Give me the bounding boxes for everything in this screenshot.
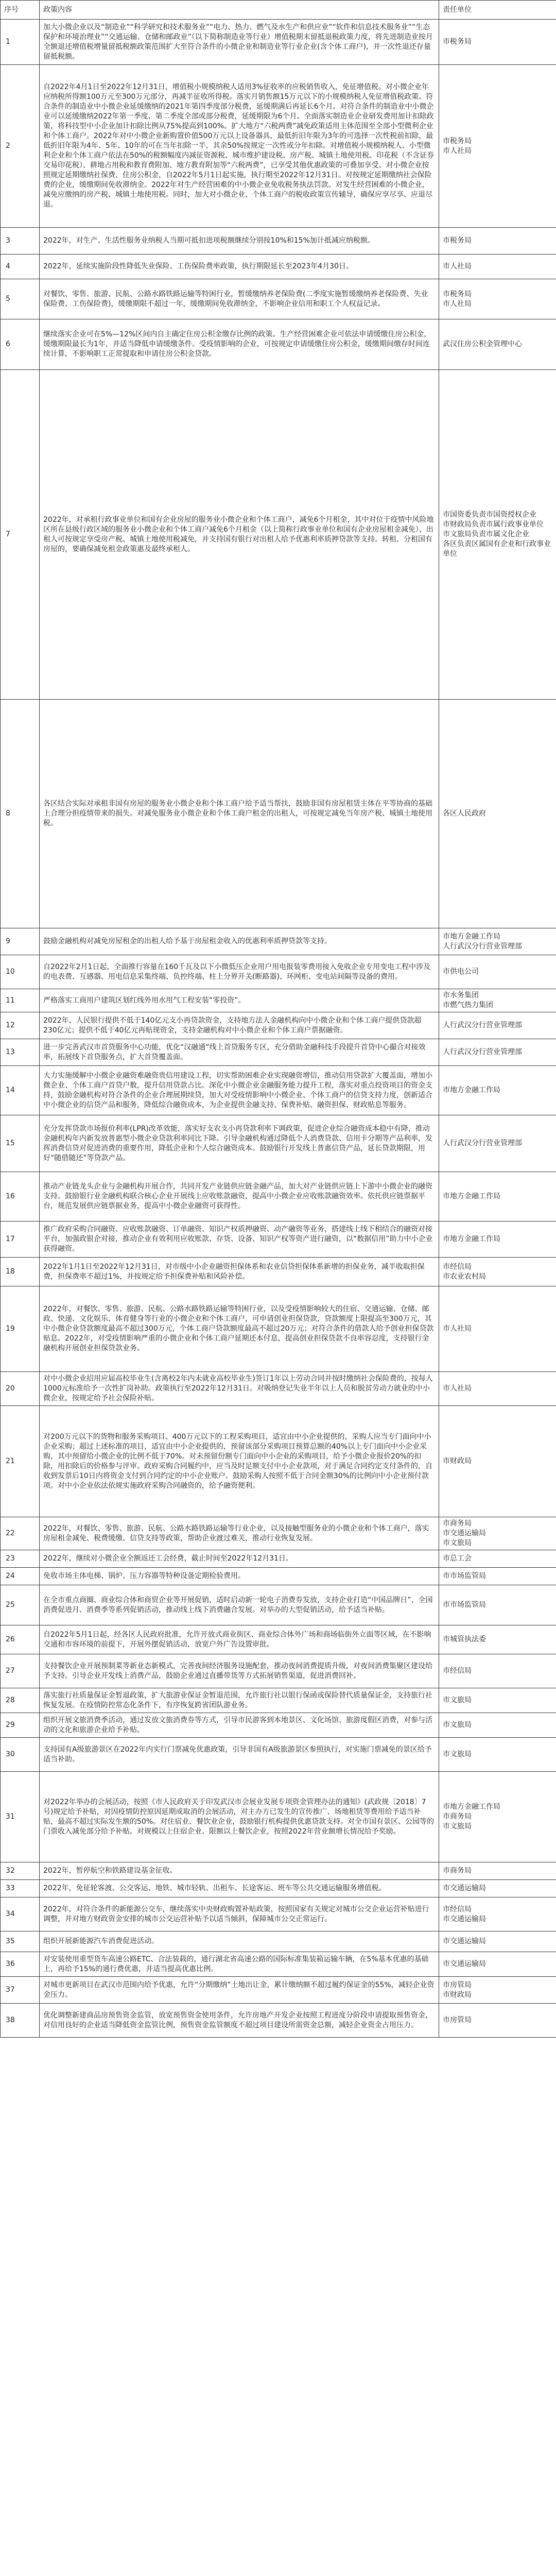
policy-text: 对安装使用重型货车高速公路ETC、合法装载的，通行湖北省高速公路的国际标准集装箱运输车辆，在5%基本优惠的基础上，再给予15%的通行费优惠，并适当提高优惠比例。 <box>40 1952 439 1977</box>
table-row <box>1 1897 556 1931</box>
responsible-unit <box>439 1897 556 1931</box>
responsible-unit <box>439 1625 556 1654</box>
responsible-unit <box>439 228 556 255</box>
policy-text: 进一步完善武汉市首贷服务中心功能，优化“汉融通”线上首贷服务专区，充分借助金融科技手段提升首贷中心撮合对接效率，拓展线下首贷服务点，扩大首贷覆盖面。 <box>40 1039 439 1066</box>
responsible-unit-name: 武汉住房公积金管理中心 <box>443 340 522 348</box>
policy-text: 在全市重点商圈、商业综合体和商贸企业等开展促销，适时启动新一轮电子消费券发放，支持企业打造“中国品牌日”、全国消费促进月、消费季等系列促销活动，推动线上线下消费融合发展。对举办的大型促销活动，给予适当补贴。 <box>40 1585 439 1625</box>
row-number: 8 <box>1 700 40 928</box>
responsible-unit <box>439 1550 556 1568</box>
responsible-unit-name: 市人社局 <box>443 299 472 308</box>
responsible-unit-name: 市文旅局 <box>443 1696 472 1704</box>
row-number: 25 <box>1 1585 40 1625</box>
table-row <box>1 2004 556 2038</box>
policy-text: 2022年，对承租行政事业单位和国有企业房屋的服务业小微企业和个体工商户，减免6个月租金，其中对位于疫情中风险地区所在县级行政区域的服务业小微企业和个体工商户减免6个月租金（以上简称行政事业单位和国有企业房屋租金减免），出租人可按规定享受房产税、城镇土地使用税减免，并支持国有银行对出租人给予优惠利率质押贷款等支持。转租、分租国有房屋的，要确保减免租金政策惠及最终承租人。 <box>40 370 439 700</box>
responsible-unit-name: 人行武汉分行营业管理部 <box>443 1139 522 1147</box>
table-row <box>1 1406 556 1517</box>
policy-text: 2022年，暂停航空和铁路建设基金征收。 <box>40 1862 439 1880</box>
responsible-unit-name: 市经信局 <box>443 1905 472 1913</box>
row-number: 26 <box>1 1625 40 1654</box>
table-header-row <box>1 1 556 20</box>
policy-text: 自2022年4月1日至2022年12月31日，增值税小规模纳税人适用3%征收率的应税销售收入，免征增值税。对小微企业年应纳税所得额100万元至300万元部分，再减半征收所得税。落实月销售额15万元以下的小规模纳税人免征增值税政策。符合条件的制造业中小微企业延缓缴纳的2021年第四季度部分税费，延缓期满后再延长6个月。对符合条件的制造业中小微企业可以延缓缴纳2022年第一季度、第二季度全部或部分税费，延缓期限为6个月。全面落实制造业企业研发费用加计扣除政策，将科技型中小企业加计扣除比例从75%提高到100%。扩大地方“六税两费”减免政策适用主体范围至全部小型微利企业和个体工商户。2022年对中小微企业新购置价值500万元以上设备器具，最低折旧年限为3年的可选择一次性税前扣除，最低折旧年限为4年、5年、10年的可在当年扣除一半，其余50%按规定一次性或分年扣除。对增值税小规模纳税人、小型微利企业和个体工商户依法在50%的税额幅度内减征资源税、城市维护建设税、房产税、城镇土地使用税、印花税（不含证券交易印花税）、耕地占用税和教育费附加、地方教育附加等“六税两费”，已享受其他优惠政策的可叠加享受。对小微企业按照规定延期缴纳社保费、住房公积金，自2022年5月1日起实施，执行期至2022年12月31日。对按规定延期缴纳社会保险费的企业，缓缴期间免收滞纳金。2022年对生产经营困难的中小微企业免收税务执法罚款。对发生经营困难的小微企业，减免应缴纳的房产税、城镇土地使用税。同时，加大对小微企业、个体工商户的税收政策宣传辅导，确保应享尽享、应退尽退。 <box>40 65 439 228</box>
responsible-unit-name: 市人社局 <box>443 1384 472 1393</box>
policy-text: 2022年，对餐饮、零售、旅游、民航、公路水路铁路运输等行业企业，以及接触型服务业的小微企业和个体工商户，落实房屋租金减免、税费缓缴、信贷支持等政策，帮助企业渡过难关，推动行业恢复发展。 <box>40 1517 439 1550</box>
responsible-unit-name: 人行武汉分行营业管理部 <box>443 1021 522 1029</box>
policy-text: 2022年，继续对小微企业全额返还工会经费，截止时间至2022年12月31日。 <box>40 1550 439 1568</box>
policy-text: 加大小微企业以及“制造业”“科学研究和技术服务业”“电力、热力、燃气及水生产和供应业”“软件和信息技术服务业”“生态保护和环境治理业”“交通运输、仓储和邮政业”（以下简称制造业等行业）增值税期末留抵退税政策力度，将先进制造业按月全额退还增值税增量留抵税额政策范围扩大至符合条件的小微企业和制造业等行业企业(含个体工商户)，并一次性退还存量留抵税额。 <box>40 20 439 65</box>
table-body <box>1 20 556 2038</box>
responsible-unit-name: 市人社局 <box>443 146 472 155</box>
responsible-unit <box>439 1012 556 1039</box>
policy-text: 充分发挥贷款市场报价利率(LPR)改革效能，落实好支农支小再贷款利率下调政策，促进企业综合融资成本稳中有降，推动金融机构年内新发放普惠型小微企业贷款利率同比下降。引导金融机构通过降低个人消费贷款、信用卡分期等产品利率，发挥消费信贷对促进消费的重要作用，降低企业和个人综合融资成本。鼓励银行开发线上普惠信贷产品，延长贷款期限，用好“随借随还”等贷款产品。 <box>40 1115 439 1172</box>
responsible-unit <box>439 65 556 228</box>
policy-text: 对餐饮、零售、旅游、民航、公路水路铁路运输等特困行业，暂缓缴纳养老保险费(二季度实施暂缓缴纳养老保险费、失业保险费、工伤保险费)，缓缴期限不超过一年，缓缴期间免收滞纳金，不影响企业信用和职工个人权益记录。 <box>40 279 439 319</box>
responsible-unit-name: 市经信局 <box>443 1262 472 1271</box>
row-number: 32 <box>1 1862 40 1880</box>
responsible-unit <box>439 1688 556 1713</box>
table-row <box>1 1862 556 1880</box>
responsible-unit <box>439 1172 556 1222</box>
responsible-unit <box>439 20 556 65</box>
responsible-unit <box>439 1880 556 1897</box>
responsible-unit <box>439 1286 556 1372</box>
header-responsible-unit: 责任单位 <box>439 1 556 20</box>
table-row <box>1 1550 556 1568</box>
responsible-unit-name: 各区负责区属国有企业和行政事业单位 <box>443 540 551 558</box>
responsible-unit-name: 市财政局负责市属行政事业单位 <box>443 520 544 529</box>
row-number: 12 <box>1 1012 40 1039</box>
responsible-unit <box>439 1115 556 1172</box>
policy-text: 自2022年5月1日起，经各区人民政府批准，允许开放式商业街区、商业综合体外广场和商场临街外立面等区域，在不影响交通和市容环境的前提下，开展外摆促销活动，放宽户外广告设置审批。 <box>40 1625 439 1654</box>
row-number: 28 <box>1 1688 40 1713</box>
row-number: 3 <box>1 228 40 255</box>
row-number: 38 <box>1 2004 40 2038</box>
table-row <box>1 1931 556 1952</box>
policy-text: 对中小微企业招用应届高校毕业生(含离校2年内未就业高校毕业生)签订1年以上劳动合同并按时缴纳社会保险费的，按每人1000元标准给予一次性扩岗补助。政策执行至2022年12月31日。对吸纳登记失业半年以上人员和脱贫劳动力就业的中小微企业，按规定给予社会保险补贴。 <box>40 1372 439 1406</box>
responsible-unit <box>439 1772 556 1862</box>
responsible-unit-name: 市文旅局 <box>443 1822 472 1831</box>
table-row <box>1 1713 556 1738</box>
responsible-unit <box>439 955 556 989</box>
table-row <box>1 1977 556 2004</box>
responsible-unit <box>439 1372 556 1406</box>
responsible-unit-name: 市地方金融工作局 <box>443 1235 500 1243</box>
row-number: 33 <box>1 1880 40 1897</box>
table-row <box>1 928 556 955</box>
row-number: 14 <box>1 1066 40 1115</box>
row-number: 34 <box>1 1897 40 1931</box>
responsible-unit-name: 市税务局 <box>443 38 472 46</box>
policy-text: 大力实施缓解中小微企业融资难融资贵信用建设工程，切实帮助困难企业实现融资增信，推动信用贷款扩大覆盖面，增加小微企业、个体工商户首贷户数，提升信用贷款占比。深化中小微企业金融服务能力提升工程，落实对重点投资项目的资金支持，鼓励金融机构对符合条件的企业合理展期续贷，加大对受疫情影响中小微企业、个体工商户的信贷支持力度，创新适合中小微企业的信贷产品和服务，降低综合融资成本，为企业提供金融支持、保费补贴、融资担保、财政贴息等服务。 <box>40 1066 439 1115</box>
row-number: 9 <box>1 928 40 955</box>
table-row <box>1 255 556 279</box>
table-row <box>1 700 556 928</box>
responsible-unit-name: 市地方金融工作局 <box>443 1192 500 1200</box>
responsible-unit <box>439 1568 556 1585</box>
responsible-unit-name: 市商务局 <box>443 1519 472 1528</box>
policy-text: 推动产业链龙头企业与金融机构开展合作，共同开发产业链供应链金融产品，加大对产业链供应链上下游中小微企业的融资支持。鼓励银行业金融机构联合核心企业开展线上应收账款融资，提高中小微企业应收账款融资效率。依托供应链票据平台，规范发展供应链票据业务，提高中小微企业融资可获得性。 <box>40 1172 439 1222</box>
responsible-unit-name: 市水务集团 <box>443 991 479 999</box>
responsible-unit <box>439 2004 556 2038</box>
table-row <box>1 65 556 228</box>
responsible-unit-name: 市总工会 <box>443 1554 472 1563</box>
responsible-unit-name: 市地方金融工作局 <box>443 932 500 941</box>
responsible-unit-name: 市供电公司 <box>443 968 479 976</box>
responsible-unit-name: 市税务局 <box>443 137 472 145</box>
table-row <box>1 1585 556 1625</box>
policy-text: 2022年，对符合条件的新能源公交车，继续落实中央财政购置补贴政策，按照国家有关规定对城市公交企业运营补贴进行调整，并对地方财政资金安排的城市公交运营补贴予以适当倾斜，保障城市公交正常运行。 <box>40 1897 439 1931</box>
responsible-unit-name: 市燃气热力集团 <box>443 1001 493 1009</box>
responsible-unit-name: 市交通运输局 <box>443 1937 486 1945</box>
responsible-unit-name: 市房管局 <box>443 1980 472 1989</box>
responsible-unit <box>439 1977 556 2004</box>
table-row <box>1 1222 556 1258</box>
responsible-unit <box>439 1222 556 1258</box>
responsible-unit <box>439 1585 556 1625</box>
table-row <box>1 1039 556 1066</box>
header-policy-content: 政策内容 <box>40 1 439 20</box>
row-number: 16 <box>1 1172 40 1222</box>
policy-text: 组织开展新能源汽车消费促进活动。 <box>40 1931 439 1952</box>
row-number: 35 <box>1 1931 40 1952</box>
policy-text: 对200万元以下的货物和服务采购项目、400万元以下的工程采购项目，适宜由中小企业提供的，采购人应当专门面向中小企业采购；超过上述标准的项目，适宜由中小企业提供的，预留该部分采购项目预算总额的40%以上专门面向中小企业采购，其中预留给小微企业的比例不低于70%。对未预留份额专门面向中小企业的采购项目，给予小微企业报价20%的扣除，用扣除后的价格参与评审。政府采购合同履约中，应当及时足额支付中小企业款项，对于满足合同约定支付条件的，自收到发票后10日内将资金支付到合同约定的中小企业账户。鼓励采购人按照不低于合同金额30%的比例向中小企业预付款项。对中小企业依法依规实施政府采购合同融资的，给予融资便利。 <box>40 1406 439 1517</box>
policy-text: 严格落实工商用户建筑区划红线外用水用气工程安装“零投资”。 <box>40 989 439 1012</box>
row-number: 22 <box>1 1517 40 1550</box>
table-row <box>1 955 556 989</box>
policy-text: 免收市场主体电梯、锅炉、压力容器等特种设备定期检验费用。 <box>40 1568 439 1585</box>
policy-text: 各区结合实际对承租非国有房屋的服务业小微企业和个体工商户给予适当帮扶，鼓励非国有房屋租赁主体在平等协商的基础上合理分担疫情带来的损失。对减免服务业小微企业和个体工商户租金的出租人，可按规定减免当年房产税、城镇土地使用税。 <box>40 700 439 928</box>
row-number: 23 <box>1 1550 40 1568</box>
table-row <box>1 1372 556 1406</box>
row-number: 18 <box>1 1258 40 1286</box>
table-row <box>1 1880 556 1897</box>
responsible-unit <box>439 1066 556 1115</box>
policy-text: 2022年，免征轮客渡、公交客运、地铁、城市轻轨、出租车、长途客运、班车等公共交通运输服务增值税。 <box>40 1880 439 1897</box>
responsible-unit-name: 市交通运输局 <box>443 1960 486 1968</box>
responsible-unit <box>439 1713 556 1738</box>
responsible-unit-name: 市文旅局 <box>443 1750 472 1758</box>
table-row <box>1 279 556 319</box>
responsible-unit-name: 市市场监管局 <box>443 1572 486 1580</box>
table-row <box>1 228 556 255</box>
row-number: 10 <box>1 955 40 989</box>
responsible-unit-name: 市财政局 <box>443 1457 472 1465</box>
responsible-unit <box>439 989 556 1012</box>
table-row <box>1 1952 556 1977</box>
row-number: 4 <box>1 255 40 279</box>
table-row <box>1 989 556 1012</box>
responsible-unit-name: 市文旅局 <box>443 1721 472 1729</box>
responsible-unit <box>439 1258 556 1286</box>
row-number: 17 <box>1 1222 40 1258</box>
responsible-unit-name: 人行武汉分行营业管理部 <box>443 1048 522 1056</box>
row-number: 1 <box>1 20 40 65</box>
table-row <box>1 1286 556 1372</box>
responsible-unit-name: 市地方金融工作局 <box>443 1803 500 1811</box>
policy-text: 优化调整新建商品房预售资金监管，放宽预售资金使用条件，允许房地产开发企业按照工程进度分阶段申请提取预售资金，对信用良好的企业适当降低资金监管比例，预售资金监管额度不超过项目建设所需资金总额，减轻企业资金占用压力。 <box>40 2004 439 2038</box>
policy-text: 2022年1月1日至2022年12月31日，对市级中小企业融资担保体系和农业信贷担保体系新增的担保业务，减半收取担保费，担保费率不超过1%，并按规定给予担保费补贴和风险补偿。 <box>40 1258 439 1286</box>
responsible-unit-name: 市经信局 <box>443 1667 472 1675</box>
responsible-unit-name: 市财政局 <box>443 1990 472 1999</box>
responsible-unit <box>439 1654 556 1688</box>
policy-text: 支持国有A级旅游景区在2022年内实行门票减免优惠政策，引导非国有A级旅游景区参照执行，对实施门票减免的景区给予适当补助。 <box>40 1738 439 1772</box>
policy-text: 自2022年2月1日起，全面推行容量在160千瓦及以下小微低压企业用户用电报装零费用接入免收企业专用变电工程中涉及的电表费、互感器、用电信息采集终端、负控终端、柱上分界开关(断路器)、环网柜、变电站间隔等设备的费用。 <box>40 955 439 989</box>
responsible-unit-name: 市国资委负责市国资授权企业 <box>443 511 536 519</box>
table-row <box>1 20 556 65</box>
row-number: 24 <box>1 1568 40 1585</box>
policy-text: 推广政府采购合同融资、应收账款融资、订单融资、知识产权质押融资、动产融资等业务，搭建线上线下相结合的融资对接平台，加强政银企对接，推动企业有效利用应收账款、存货、设备、知识产权等资产进行融资，以“数据信用”助力中小企业获得融资。 <box>40 1222 439 1258</box>
responsible-unit <box>439 319 556 370</box>
table-row <box>1 1625 556 1654</box>
row-number: 2 <box>1 65 40 228</box>
table-row <box>1 1688 556 1713</box>
table-row <box>1 319 556 370</box>
responsible-unit-name: 市地方金融工作局 <box>443 1086 500 1094</box>
responsible-unit-name: 市交通运输局 <box>443 1529 486 1537</box>
row-number: 13 <box>1 1039 40 1066</box>
responsible-unit <box>439 700 556 928</box>
policy-text: 对城市更新项目在武汉市范围内给予优惠，允许“分期缴纳”土地出让金，累计缴纳额不超过履约保证金的55%，减轻企业资金压力。 <box>40 1977 439 2004</box>
row-number: 30 <box>1 1738 40 1772</box>
row-number: 36 <box>1 1952 40 1977</box>
table-row <box>1 1172 556 1222</box>
row-number: 15 <box>1 1115 40 1172</box>
policy-text: 组织开展文旅消费季活动，通过发放文旅消费券等方式，引导市民游客到本地景区、文化场馆、旅游度假区消费，对参与活动的文化和旅游企业给予补贴。 <box>40 1713 439 1738</box>
table-row <box>1 1738 556 1772</box>
table-row <box>1 1654 556 1688</box>
responsible-unit-name: 市商务局 <box>443 1867 472 1875</box>
responsible-unit-name: 市人社局 <box>443 262 472 270</box>
table-row <box>1 1066 556 1115</box>
row-number: 19 <box>1 1286 40 1372</box>
responsible-unit-name: 各区人民政府 <box>443 809 486 818</box>
responsible-unit <box>439 1952 556 1977</box>
responsible-unit <box>439 1862 556 1880</box>
responsible-unit-name: 人行武汉分行营业管理部 <box>443 942 522 951</box>
header-number: 序号 <box>1 1 40 20</box>
row-number: 20 <box>1 1372 40 1406</box>
table-row <box>1 1115 556 1172</box>
responsible-unit <box>439 279 556 319</box>
policy-text: 2022年，对餐饮、零售、旅游、民航、公路水路铁路运输等特困行业，以及受疫情影响较大的住宿、交通运输、仓储、邮政、快递、文化娱乐、体育健身等行业的小微企业和个体工商户，可申请创业担保贷款，贷款额度上限提高至300万元，其中小微企业贷款额度最高不超过300万元，个体工商户贷款额度最高不超过20万元；对符合条件的借款人给予创业担保贷款贴息。2022年，对受疫情影响严重的小微企业和个体工商户延期还本付息，提高创业担保贷款不良率容忍度，支持银行金融机构开展创业担保贷款业务。 <box>40 1286 439 1372</box>
responsible-unit-name: 市房管局 <box>443 2016 472 2024</box>
responsible-unit <box>439 1738 556 1772</box>
responsible-unit-name: 市文旅局 <box>443 1539 472 1547</box>
responsible-unit-name: 市人社局 <box>443 1325 472 1333</box>
responsible-unit <box>439 928 556 955</box>
responsible-unit-name: 市交通运输局 <box>443 1884 486 1892</box>
policy-text: 继续落实企业可在5%—12%区间内自主确定住房公积金缴存比例的政策。生产经营困难企业可依法申请缓缴住房公积金，缓缴期限最长为1年，并适当降低申请缓缴条件。受疫情影响的企业，可按规定申请缓缴住房公积金，缓缴期间缴存时间连续计算，不影响职工正常提取和申请住房公积金贷款。 <box>40 319 439 370</box>
table-row <box>1 370 556 700</box>
policy-text: 支持餐饮企业开展预制菜等新业态新模式，完善夜间经济服务设施配套，推动夜间消费提质升级，对夜间消费集聚区建设给予支持。引导企业开发线上消费产品，鼓励企业通过直播带货等方式拓展销售渠道，促进消费回补。 <box>40 1654 439 1688</box>
policy-text: 落实旅行社质量保证金暂退政策，扩大旅游业保证金暂退范围，允许旅行社以银行保函或保险替代质量保证金，支持旅行社恢复发展。在疫情防控常态化条件下，有序恢复跨省团队游业务。 <box>40 1688 439 1713</box>
policy-text: 对2022年举办的会展活动，按照《市人民政府关于印发武汉市会展业发展专项资金管理办法的通知》(武政规〔2018〕7号)规定给予补贴，对因疫情防控原因延期或取消的会展活动，对主办方已发生的宣传推广、场地租赁等费用给予适当补贴，最高不超过实际发生额的50%。对住宿业、餐饮业企业，鼓励银行机构提供优惠贷款支持。对全市国有景区、公园等的门票收入减免部分给予补贴。对规模以上住宿企业、限额以上餐饮企业，按照2022年营业额增长情况给予奖励。 <box>40 1772 439 1862</box>
responsible-unit-name: 市商务局 <box>443 1812 472 1821</box>
table-row <box>1 1568 556 1585</box>
row-number: 37 <box>1 1977 40 2004</box>
responsible-unit <box>439 255 556 279</box>
table-row <box>1 1258 556 1286</box>
responsible-unit-name: 市农业农村局 <box>443 1272 486 1281</box>
policy-text: 2022年，人民银行提供不低于140亿元支小再贷款资金，支持地方法人金融机构向中小微企业和个体工商户提供贷款超230亿元；提供不低于40亿元再贴现资金，支持金融机构对中小微企业和个体工商户票据融资。 <box>40 1012 439 1039</box>
responsible-unit <box>439 1039 556 1066</box>
policy-text: 鼓励金融机构对减免房屋租金的出租人给予基于房屋租金收入的优惠利率质押贷款等支持。 <box>40 928 439 955</box>
responsible-unit-name: 市文旅局负责市属文化企业 <box>443 530 529 538</box>
row-number: 21 <box>1 1406 40 1517</box>
table-row <box>1 1772 556 1862</box>
row-number: 31 <box>1 1772 40 1862</box>
responsible-unit-name: 市城管执法委 <box>443 1635 486 1643</box>
row-number: 6 <box>1 319 40 370</box>
row-number: 7 <box>1 370 40 700</box>
policy-text: 2022年，延续实施阶段性降低失业保险、工伤保险费率政策，执行期限延长至2023年4月30日。 <box>40 255 439 279</box>
row-number: 27 <box>1 1654 40 1688</box>
responsible-unit-name: 市税务局 <box>443 236 472 245</box>
responsible-unit-name: 市税务局 <box>443 290 472 298</box>
table-row <box>1 1012 556 1039</box>
responsible-unit <box>439 1517 556 1550</box>
policy-text: 2022年，对生产、生活性服务业纳税人当期可抵扣进项税额继续分别按10%和15%加计抵减应纳税额。 <box>40 228 439 255</box>
responsible-unit-name: 市交通运输局 <box>443 1914 486 1923</box>
row-number: 11 <box>1 989 40 1012</box>
responsible-unit-name: 市市场监管局 <box>443 1601 486 1609</box>
row-number: 5 <box>1 279 40 319</box>
responsible-unit <box>439 1406 556 1517</box>
table-row <box>1 1517 556 1550</box>
responsible-unit <box>439 370 556 700</box>
row-number: 29 <box>1 1713 40 1738</box>
responsible-unit <box>439 1931 556 1952</box>
